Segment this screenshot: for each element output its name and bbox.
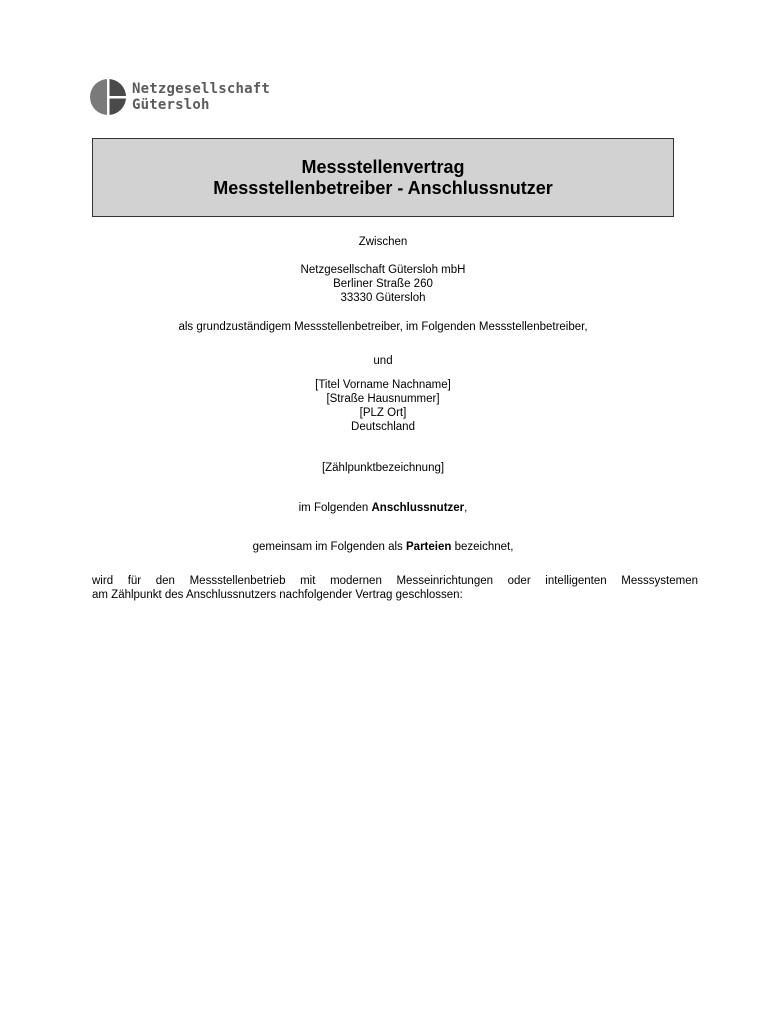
company-logo [72, 66, 287, 128]
closing-line-1: wird für den Messstellenbetrieb mit modernen Messeinrichtungen oder intelligenten Messsystemen [92, 575, 698, 587]
document-title-box [92, 138, 674, 217]
user-role-term: Anschlussnutzer [371, 502, 465, 514]
operator-address [92, 263, 674, 305]
user-name: [Titel Vorname Nachname] [315, 379, 451, 391]
logo-globe-icon [88, 77, 128, 117]
between-label: Zwischen [358, 236, 408, 248]
operator-name: Netzgesellschaft Gütersloh mbH [300, 264, 466, 276]
closing-paragraph [92, 574, 698, 602]
meter-point-placeholder: [Zählpunktbezeichnung] [321, 462, 445, 474]
user-address [92, 378, 674, 434]
user-city: [PLZ Ort] [359, 407, 407, 419]
logo-line-2: Gütersloh [132, 97, 210, 113]
operator-street: Berliner Straße 260 [333, 278, 433, 290]
document-subtitle: Messstellenbetreiber - Anschlussnutzer [213, 177, 553, 198]
logo-wordmark [132, 81, 270, 113]
document-title: Messstellenvertrag [301, 156, 465, 177]
user-country: Deutschland [351, 421, 415, 433]
closing-line-2: am Zählpunkt des Anschlussnutzers nachfolgender Vertrag geschlossen: [92, 589, 463, 601]
operator-city: 33330 Gütersloh [340, 292, 426, 304]
user-street: [Straße Hausnummer] [326, 393, 440, 405]
and-label: und [373, 355, 393, 367]
operator-role: als grundzuständigem Messstellenbetreiber, im Folgenden Messstellenbetreiber, [178, 321, 588, 333]
parties-term: Parteien [406, 541, 452, 553]
logo-line-1: Netzgesellschaft [132, 81, 271, 97]
parties-statement: gemeinsam im Folgenden als Parteien bezeichnet, [252, 541, 514, 553]
user-role: im Folgenden Anschlussnutzer, [298, 502, 468, 514]
